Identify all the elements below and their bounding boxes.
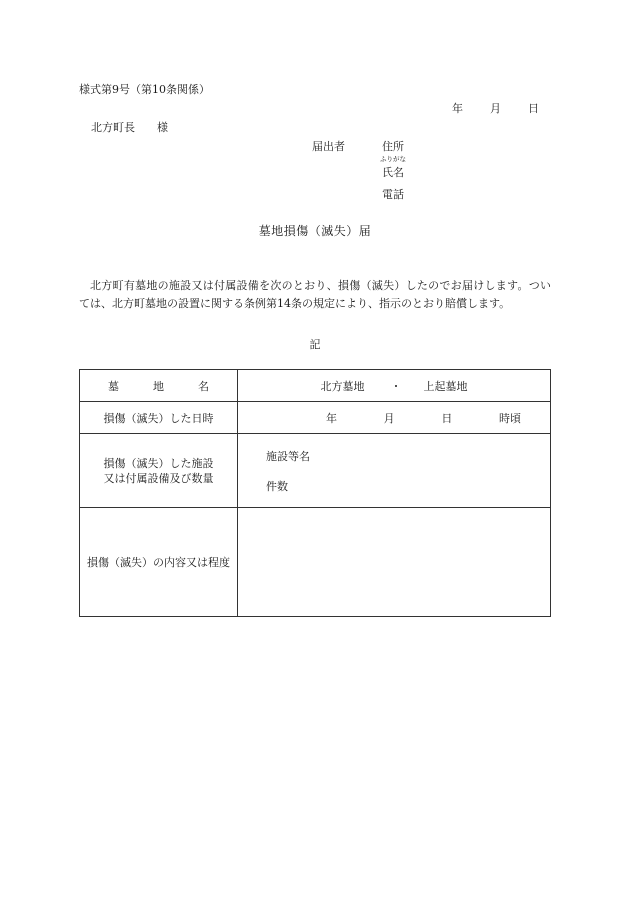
- extent-value-cell[interactable]: [238, 508, 551, 617]
- table-row-cemetery: [80, 370, 551, 402]
- separator-dot: ・: [390, 379, 402, 393]
- cemetery-options: [238, 378, 550, 394]
- name-label: 氏名: [382, 166, 404, 179]
- damage-year-label: 年: [326, 411, 337, 425]
- addressee: 北方町長 様: [91, 121, 168, 134]
- ki-heading: 記: [309, 338, 321, 351]
- body-paragraph: 北方町有墓地の施設又は付属設備を次のとおり、損傷（滅失）したのでお届けします。ついては、北方町墓地の設置に関する条例第14条の規定により、指示のとおり賠償します。: [79, 279, 551, 310]
- submission-date: [452, 100, 539, 116]
- cemetery-name-label-cell: [80, 370, 238, 402]
- extent-label: 損傷（滅失）の内容又は程度: [87, 556, 230, 569]
- facility-label-cell: [80, 434, 238, 508]
- applicant-label: 届出者: [312, 140, 345, 153]
- cemetery-name-label: [80, 378, 237, 394]
- day-label: 日: [528, 102, 539, 115]
- month-label: 月: [490, 102, 501, 115]
- facility-count-label: 件数: [266, 480, 288, 493]
- year-label: 年: [452, 102, 463, 115]
- extent-label-cell: [80, 508, 238, 617]
- facility-label-line1: 損傷（滅失）した施設: [103, 456, 214, 470]
- facility-value-cell[interactable]: [238, 434, 551, 508]
- cemetery-name-value-cell[interactable]: [238, 370, 551, 402]
- damage-time-label: 時頃: [498, 411, 521, 425]
- facility-label: [80, 456, 237, 486]
- table-row-datetime: [80, 402, 551, 434]
- label-char: 名: [198, 379, 209, 393]
- datetime-fields: [238, 410, 550, 426]
- label-char: 墓: [108, 379, 119, 393]
- table-row-extent: [80, 508, 551, 617]
- damage-day-label: 日: [441, 411, 453, 425]
- label-char: 地: [153, 379, 164, 393]
- address-label: 住所: [382, 140, 404, 153]
- datetime-label: 損傷（滅失）した日時: [103, 411, 214, 425]
- cemetery-option-kitagata[interactable]: 北方墓地: [320, 379, 365, 393]
- table-row-facility: [80, 434, 551, 508]
- document-title: 墓地損傷（滅失）届: [258, 224, 372, 238]
- furigana-label: ふりがな: [380, 155, 406, 163]
- details-table: [79, 369, 551, 617]
- phone-label: 電話: [382, 188, 404, 201]
- cemetery-option-jouki[interactable]: 上起墓地: [423, 379, 468, 393]
- facility-name-label: 施設等名: [266, 450, 310, 463]
- damage-month-label: 月: [383, 411, 395, 425]
- form-number: 様式第9号（第10条関係）: [79, 83, 210, 96]
- facility-label-line2: 又は付属設備及び数量: [103, 471, 214, 485]
- datetime-label-cell: [80, 402, 238, 434]
- datetime-value-cell[interactable]: [238, 402, 551, 434]
